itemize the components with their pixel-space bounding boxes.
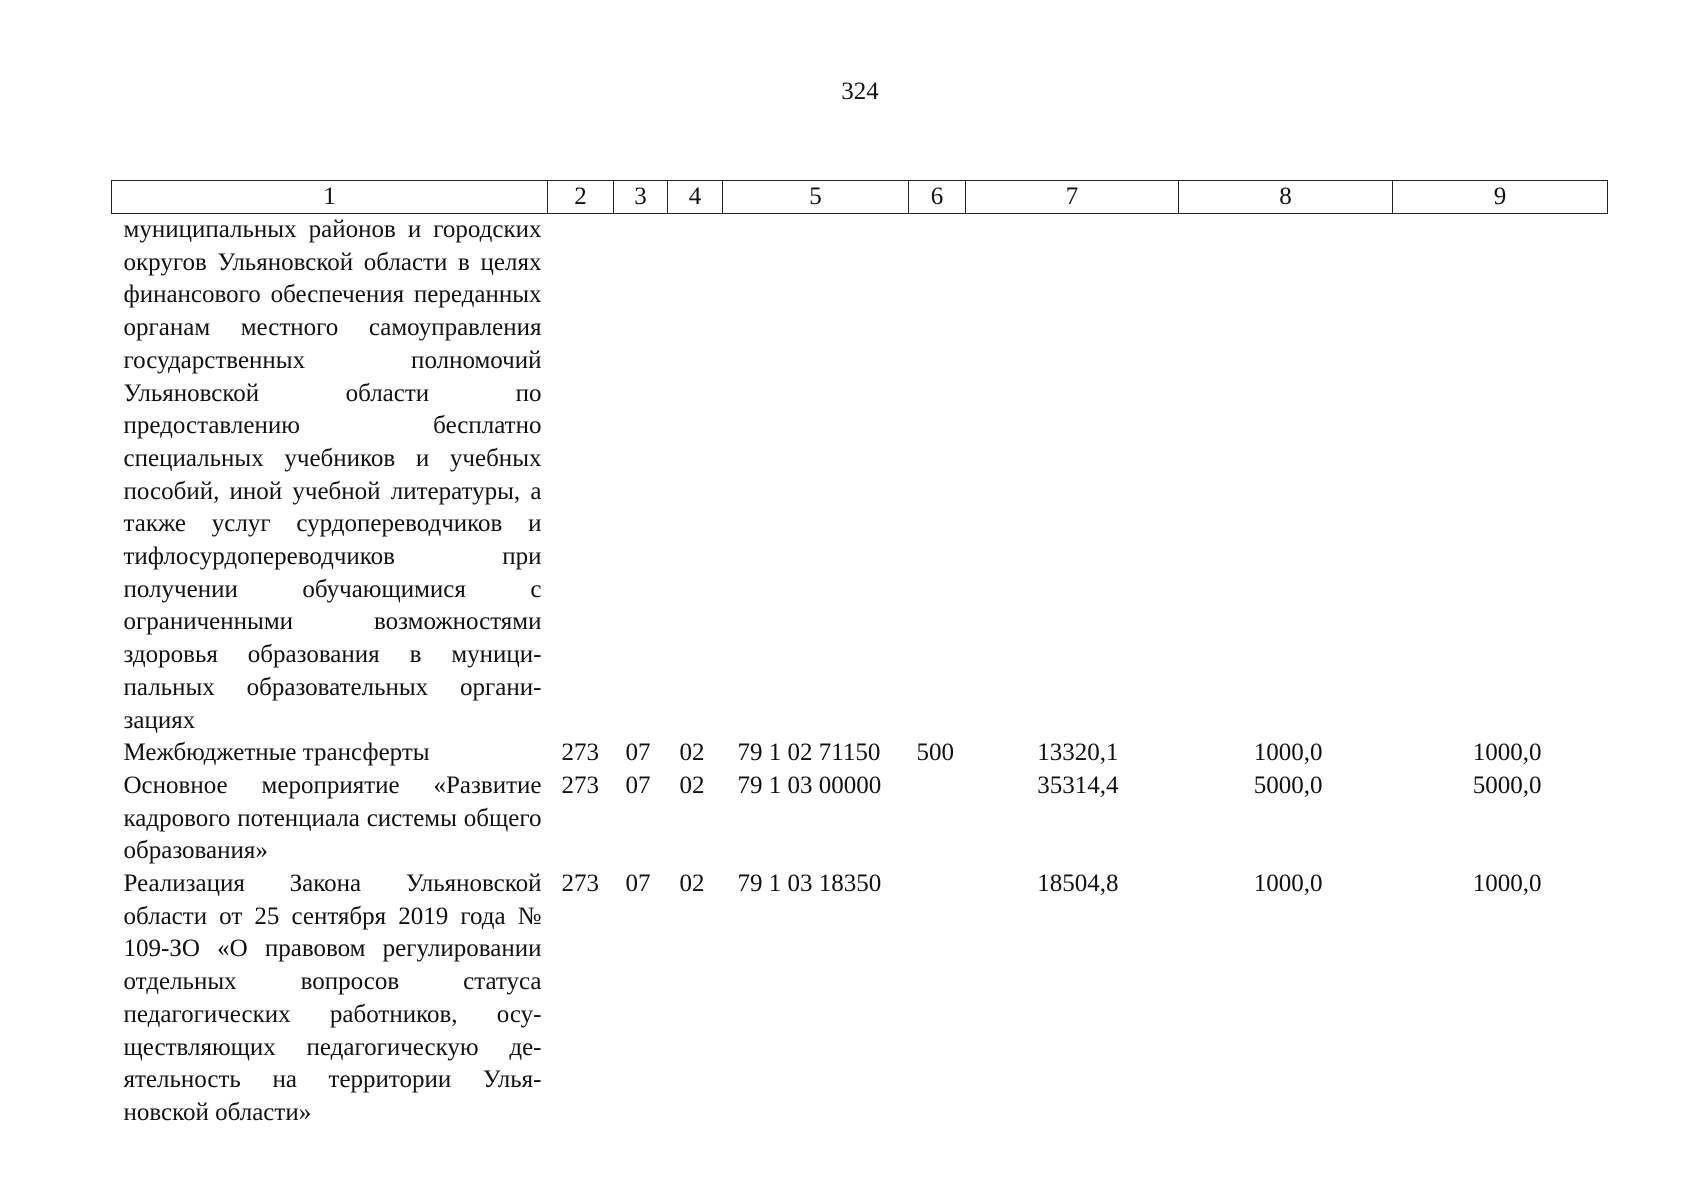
row-name: Реализация Закона Ульяновской области от 25 сентября 2019 года № 109-ЗО «О правовом регулировании отдельных вопросов статуса педагогических работников, осуществляющих педагогическую деятельность на территории Ульяновской области» — [123, 870, 542, 1126]
header-col-2: 2 — [548, 181, 614, 214]
table-header-row — [112, 181, 1608, 214]
row-subsection — [668, 214, 723, 738]
row-subsection: 02 — [679, 870, 705, 898]
row-amount-col8: 5000,0 — [1253, 771, 1323, 799]
row-amount-col9: 5000,0 — [1472, 771, 1542, 799]
page-number: 324 — [841, 78, 879, 105]
row-section: 07 — [625, 771, 651, 799]
row-target-article: 79 1 03 00000 — [737, 771, 882, 799]
row-expense-type — [909, 770, 966, 868]
row-amount-col7: 35314,4 — [1037, 771, 1119, 799]
header-col-8: 8 — [1179, 181, 1393, 214]
row-section — [614, 214, 668, 738]
row-expense-type — [909, 214, 966, 738]
row-amount-col8: 1000,0 — [1253, 870, 1323, 898]
row-subsection: 02 — [679, 739, 705, 767]
header-col-9: 9 — [1393, 181, 1608, 214]
header-col-6: 6 — [909, 181, 966, 214]
row-amount-col8 — [1179, 214, 1393, 738]
header-col-5: 5 — [723, 181, 909, 214]
row-name: Межбюджетные трансферты — [123, 739, 430, 767]
table-row — [112, 737, 1608, 770]
row-amount-col9 — [1393, 214, 1608, 738]
header-col-4: 4 — [668, 181, 723, 214]
row-amount-col7: 18504,8 — [1037, 870, 1119, 898]
table-row — [112, 770, 1608, 868]
row-expense-type: 500 — [916, 739, 954, 767]
row-name: Основное мероприятие «Развитие кадрового потенциала системы общего образования» — [123, 771, 542, 865]
row-target-article: 79 1 03 18350 — [737, 870, 882, 898]
row-admin-code — [548, 214, 614, 738]
row-amount-col7 — [966, 214, 1179, 738]
row-target-article — [723, 214, 909, 738]
row-amount-col7: 13320,1 — [1037, 739, 1119, 767]
header-col-1: 1 — [112, 181, 548, 214]
table-row — [112, 868, 1608, 1130]
row-amount-col9: 1000,0 — [1472, 739, 1542, 767]
row-admin-code: 273 — [561, 870, 599, 898]
table-row — [112, 214, 1608, 738]
row-section: 07 — [625, 870, 651, 898]
row-expense-type — [909, 868, 966, 1130]
row-name: муниципальных районов и городских округов Ульяновской области в целях финансового обеспечения переданных органам местного самоуправления государственных полномочий Ульяновской области по предоставлению бесплатно специальных учебников и учебных пособий, иной учебной литературы, а также услуг сурдопереводчиков и тифлосурдопереводчиков при получении обучающимися с ограниченными возможностями здоровья образования в муниципальных образовательных организациях — [123, 216, 542, 734]
header-col-3: 3 — [614, 181, 668, 214]
row-admin-code: 273 — [561, 739, 599, 767]
row-section: 07 — [625, 739, 651, 767]
budget-table — [111, 180, 1608, 1130]
header-col-7: 7 — [966, 181, 1179, 214]
row-target-article: 79 1 02 71150 — [737, 739, 881, 767]
row-amount-col8: 1000,0 — [1253, 739, 1323, 767]
row-amount-col9: 1000,0 — [1472, 870, 1542, 898]
row-subsection: 02 — [679, 771, 705, 799]
row-admin-code: 273 — [561, 771, 599, 799]
